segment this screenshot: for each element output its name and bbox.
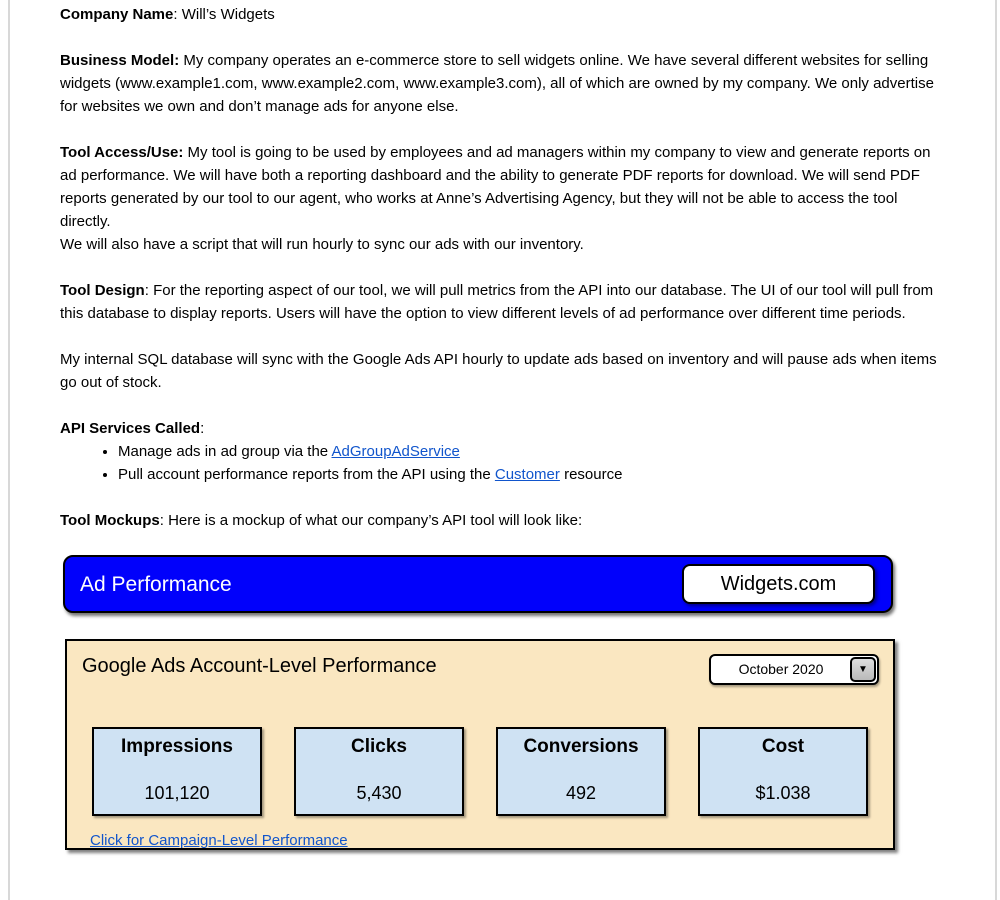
bullet-text: Manage ads in ad group via the (118, 443, 332, 460)
customer-link[interactable]: Customer (494, 466, 560, 483)
sql-note-text: My internal SQL database will sync with the Google Ads API hourly to update ads based on inventory and will pause ads when items go out of stock. (60, 351, 937, 391)
cost-card (698, 727, 868, 816)
bullet-text: resource (559, 466, 623, 483)
tool-design-label: Tool Design (60, 282, 145, 299)
chevron-down-icon[interactable]: ▼ (850, 657, 876, 682)
tool-access-text: My tool is going to be used by employees and ad managers within my company to view and generate reports on ad performance. We will have both a reporting dashboard and the ability to generate PDF reports for download. We will send PDF reports generated by our tool to our agent, who works at Anne’s Advertising Agency, but they will not be able to access the tool directly. (60, 144, 931, 230)
metric-label: Cost (761, 736, 805, 757)
tool-design-paragraph (60, 279, 946, 325)
bullet-text: Pull account performance reports from the API using the (118, 466, 495, 483)
metric-cards-row (67, 727, 893, 816)
company-name-value: : Will’s Widgets (173, 6, 275, 23)
tool-design-text: : For the reporting aspect of our tool, we will pull metrics from the API into our database. The UI of our tool will pull from this database to display reports. Users will have the option to view different levels of ad performance over different time periods. (60, 282, 934, 322)
metric-label: Clicks (351, 736, 407, 757)
company-name-paragraph (60, 3, 946, 26)
tool-mockups-text: : Here is a mockup of what our company’s API tool will look like: (159, 512, 583, 529)
month-dropdown[interactable] (709, 654, 879, 685)
business-model-text: My company operates an e-commerce store to sell widgets online. We have several different websites for selling widgets (www.example1.com, www.example2.com, www.example3.com), all of which are owned by my company. We only advertise for websites we own and don’t manage ads for anyone else. (60, 52, 934, 115)
tool-access-label: Tool Access/Use: (60, 144, 184, 161)
metric-value: $1.038 (755, 783, 811, 803)
metric-value: 101,120 (144, 783, 210, 803)
metric-value: 492 (565, 783, 597, 803)
mockup-header-banner (63, 555, 893, 613)
page-left-border (8, 0, 10, 900)
panel-link-row (90, 829, 893, 852)
impressions-card (92, 727, 262, 816)
month-dropdown-value: October 2020 (738, 661, 824, 677)
adgroupadservice-link[interactable]: AdGroupAdService (331, 443, 460, 460)
tool-access-paragraph (60, 141, 946, 256)
conversions-card (496, 727, 666, 816)
api-services-heading (60, 417, 946, 440)
tool-access-text2: We will also have a script that will run hourly to sync our ads with our inventory. (60, 236, 584, 253)
metric-label: Impressions (121, 736, 233, 757)
list-item (118, 440, 946, 463)
api-services-label: API Services Called (60, 420, 201, 437)
business-model-label: Business Model: (60, 52, 180, 69)
tool-mockups-label: Tool Mockups (60, 512, 160, 529)
list-item (118, 463, 946, 486)
business-model-paragraph (60, 49, 946, 118)
company-name-label: Company Name (60, 6, 174, 23)
panel-header (67, 641, 893, 685)
document-body (60, 3, 946, 850)
page-right-border (995, 0, 997, 900)
tool-mockups-paragraph (60, 509, 946, 532)
clicks-card (294, 727, 464, 816)
api-services-colon: : (200, 420, 205, 437)
metric-label: Conversions (523, 736, 639, 757)
api-services-list (60, 440, 946, 486)
widgets-com-button[interactable]: Widgets.com (682, 564, 875, 604)
account-performance-panel (65, 639, 895, 850)
sql-note-paragraph (60, 348, 946, 394)
metric-value: 5,430 (356, 783, 402, 803)
campaign-level-link[interactable]: Click for Campaign-Level Performance (90, 832, 348, 849)
banner-title: Ad Performance (80, 572, 232, 596)
panel-title: Google Ads Account-Level Performance (82, 655, 437, 677)
